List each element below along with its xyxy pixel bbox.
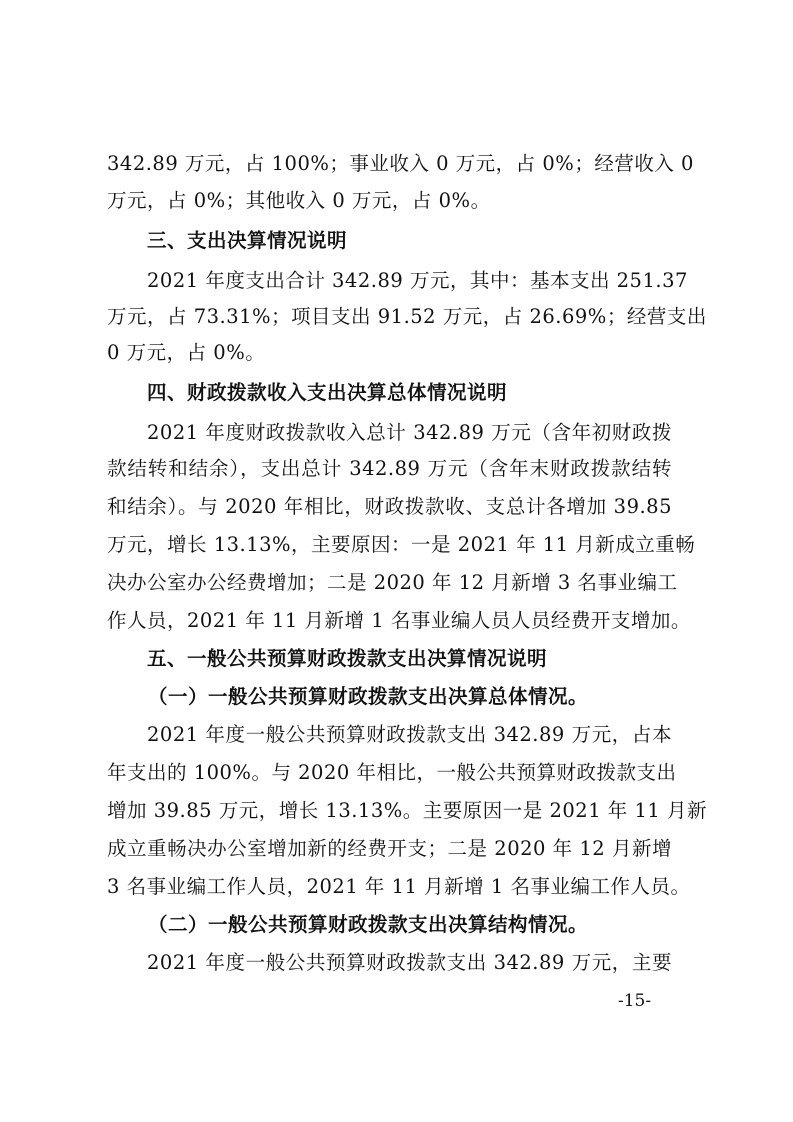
body-text-line: 万元，增长 13.13%，主要原因：一是 2021 年 11 月新成立重畅 — [107, 533, 696, 556]
body-text-line: 2021 年度一般公共预算财政拨款支出 342.89 万元，主要 — [147, 951, 672, 974]
body-text-line: 万元，占 73.31%；项目支出 91.52 万元，占 26.69%；经营支出 — [107, 305, 707, 328]
body-text-line: 2021 年度财政拨款收入总计 342.89 万元（含年初财政拨 — [147, 421, 672, 444]
body-text-line: 2021 年度一般公共预算财政拨款支出 342.89 万元，占本 — [147, 723, 672, 746]
body-text-line: 2021 年度支出合计 342.89 万元，其中：基本支出 251.37 — [147, 269, 688, 292]
body-text-line: 年支出的 100%。与 2020 年相比，一般公共预算财政拨款支出 — [107, 761, 677, 784]
body-text-line: 决办公室办公经费增加；二是 2020 年 12 月新增 3 名事业编工 — [107, 571, 678, 594]
body-text-line: 和结余）。与 2020 年相比，财政拨款收、支总计各增加 39.85 — [107, 495, 672, 518]
section-heading: 五、一般公共预算财政拨款支出决算情况说明 — [147, 647, 548, 670]
section-heading: 三、支出决算情况说明 — [147, 229, 348, 252]
body-text-line: 增加 39.85 万元，增长 13.13%。主要原因一是 2021 年 11 月新 — [107, 799, 708, 822]
body-text-line: 款结转和结余），支出总计 342.89 万元（含年末财政拨款结转 — [107, 457, 672, 480]
body-text-line: 万元，占 0%；其他收入 0 万元，占 0%。 — [107, 189, 491, 212]
subsection-heading: （一）一般公共预算财政拨款支出决算总体情况。 — [148, 685, 589, 708]
page-number: -15- — [618, 991, 652, 1011]
body-text-line: 342.89 万元，占 100%；事业收入 0 万元，占 0%；经营收入 0 — [107, 152, 694, 175]
section-heading: 四、财政拨款收入支出决算总体情况说明 — [147, 381, 508, 404]
subsection-heading: （二）一般公共预算财政拨款支出决算结构情况。 — [148, 913, 589, 936]
body-text-line: 作人员，2021 年 11 月新增 1 名事业编人员人员经费开支增加。 — [107, 609, 691, 632]
body-text-line: 3 名事业编工作人员，2021 年 11 月新增 1 名事业编工作人员。 — [107, 875, 691, 898]
body-text-line: 成立重畅决办公室增加新的经费开支；二是 2020 年 12 月新增 — [107, 837, 672, 860]
body-text-line: 0 万元，占 0%。 — [107, 341, 266, 364]
